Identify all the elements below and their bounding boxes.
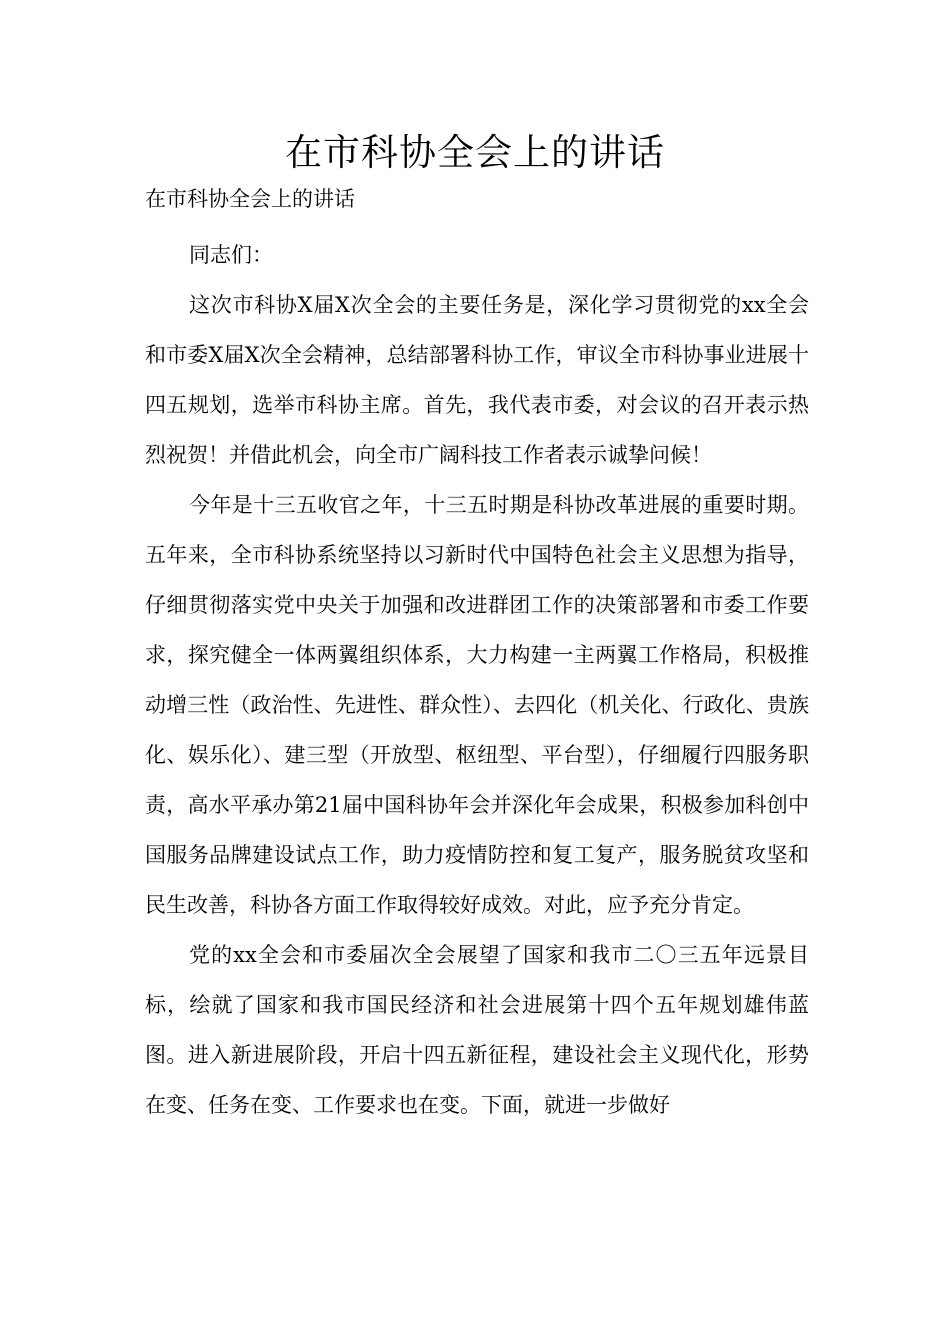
body-paragraph: 党的xx全会和市委届次全会展望了国家和我市二〇三五年远景目标，绘就了国家和我市国民经济和社会进展第十四个五年规划雄伟蓝图。进入新进展阶段，开启十四五新征程，建设社会主义现代化，形势在变、任务在变、工作要求也在变。下面，就进一步做好 bbox=[145, 943, 809, 1117]
greeting-paragraph: 同志们： bbox=[189, 243, 273, 267]
document-subtitle: 在市科协全会上的讲话 bbox=[145, 187, 355, 211]
body-paragraph: 这次市科协X届X次全会的主要任务是，深化学习贯彻党的xx全会和市委X届X次全会精神，总结部署科协工作，审议全市科协事业进展十四五规划，选举市科协主席。首先，我代表市委，对会议的召开表示热烈祝贺！并借此机会，向全市广阔科技工作者表示诚挚问候！ bbox=[145, 293, 809, 467]
document-body bbox=[145, 230, 809, 1130]
document-title: 在市科协全会上的讲话 bbox=[285, 131, 665, 174]
body-paragraph: 今年是十三五收官之年，十三五时期是科协改革进展的重要时期。五年来，全市科协系统坚持以习新时代中国特色社会主义思想为指导，仔细贯彻落实党中央关于加强和改进群团工作的决策部署和市委工作要求，探究健全一体两翼组织体系，大力构建一主两翼工作格局，积极推动增三性（政治性、先进性、群众性）、去四化（机关化、行政化、贵族化、娱乐化）、建三型（开放型、枢纽型、平台型），仔细履行四服务职责，高水平承办第21届中国科协年会并深化年会成果，积极参加科创中国服务品牌建设试点工作，助力疫情防控和复工复产，服务脱贫攻坚和民生改善，科协各方面工作取得较好成效。对此，应予充分肯定。 bbox=[145, 493, 809, 917]
